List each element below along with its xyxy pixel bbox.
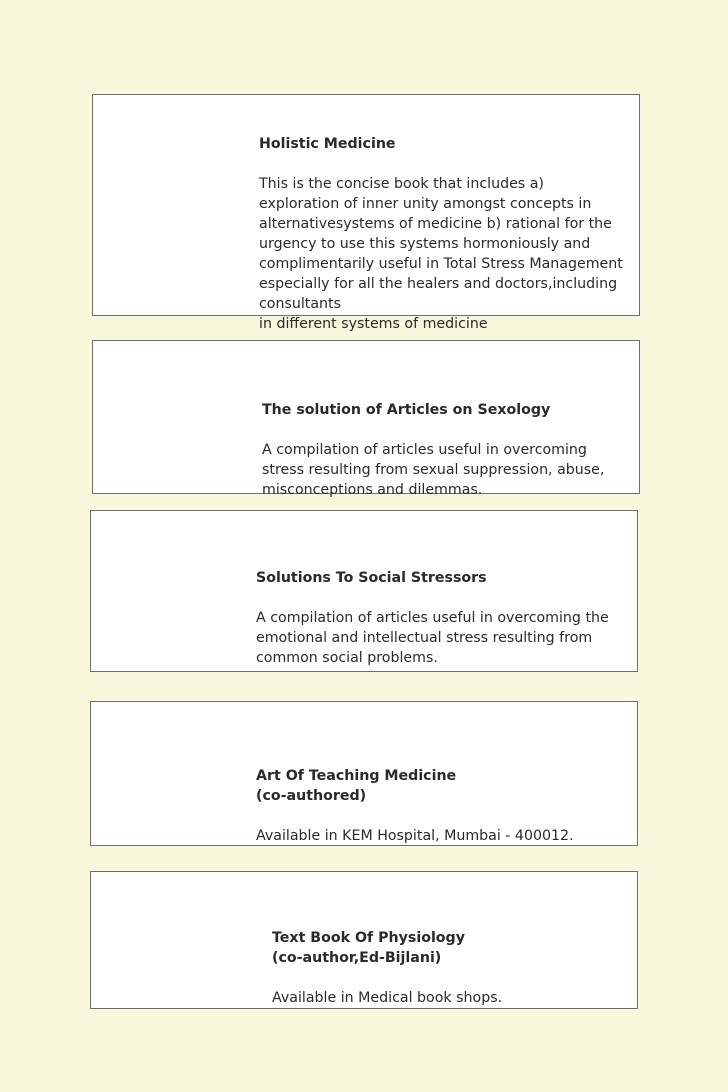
book-description: Available in KEM Hospital, Mumbai - 400012. bbox=[256, 828, 574, 844]
book-card-sexology bbox=[92, 340, 640, 498]
book-description-block bbox=[272, 908, 635, 1028]
book-description-block bbox=[262, 380, 637, 520]
book-card-teaching-medicine bbox=[90, 701, 638, 846]
book-description: This is the concise book that includes a) exploration of inner unity amongst concepts in alternativesystems of medicine b) rational for the urgency to use this systems hormoniously and complimentarily useful in Total Stress Management especially for all the healers and doctors,including consultants in different systems of medicine bbox=[259, 176, 623, 332]
book-card-holistic-medicine bbox=[92, 94, 640, 332]
book-description: A compilation of articles useful in overcoming stress resulting from sexual suppression, abuse, misconceptions and dilemmas. bbox=[262, 442, 605, 498]
book-card-social-stressors bbox=[90, 510, 638, 672]
book-title: Text Book Of Physiology (co-author,Ed-Bijlani) bbox=[272, 930, 465, 966]
book-title: Solutions To Social Stressors bbox=[256, 570, 487, 586]
book-title: The solution of Articles on Sexology bbox=[262, 402, 551, 418]
book-card-physiology bbox=[90, 871, 638, 1009]
book-description-block bbox=[256, 746, 635, 866]
book-title: Art Of Teaching Medicine (co-authored) bbox=[256, 768, 457, 804]
book-title: Holistic Medicine bbox=[259, 136, 396, 152]
book-description: A compilation of articles useful in overcoming the emotional and intellectual stress resulting from common social problems. bbox=[256, 610, 609, 666]
book-description-block bbox=[256, 548, 635, 688]
book-description: Available in Medical book shops. bbox=[272, 990, 503, 1006]
book-description-block bbox=[259, 114, 637, 354]
